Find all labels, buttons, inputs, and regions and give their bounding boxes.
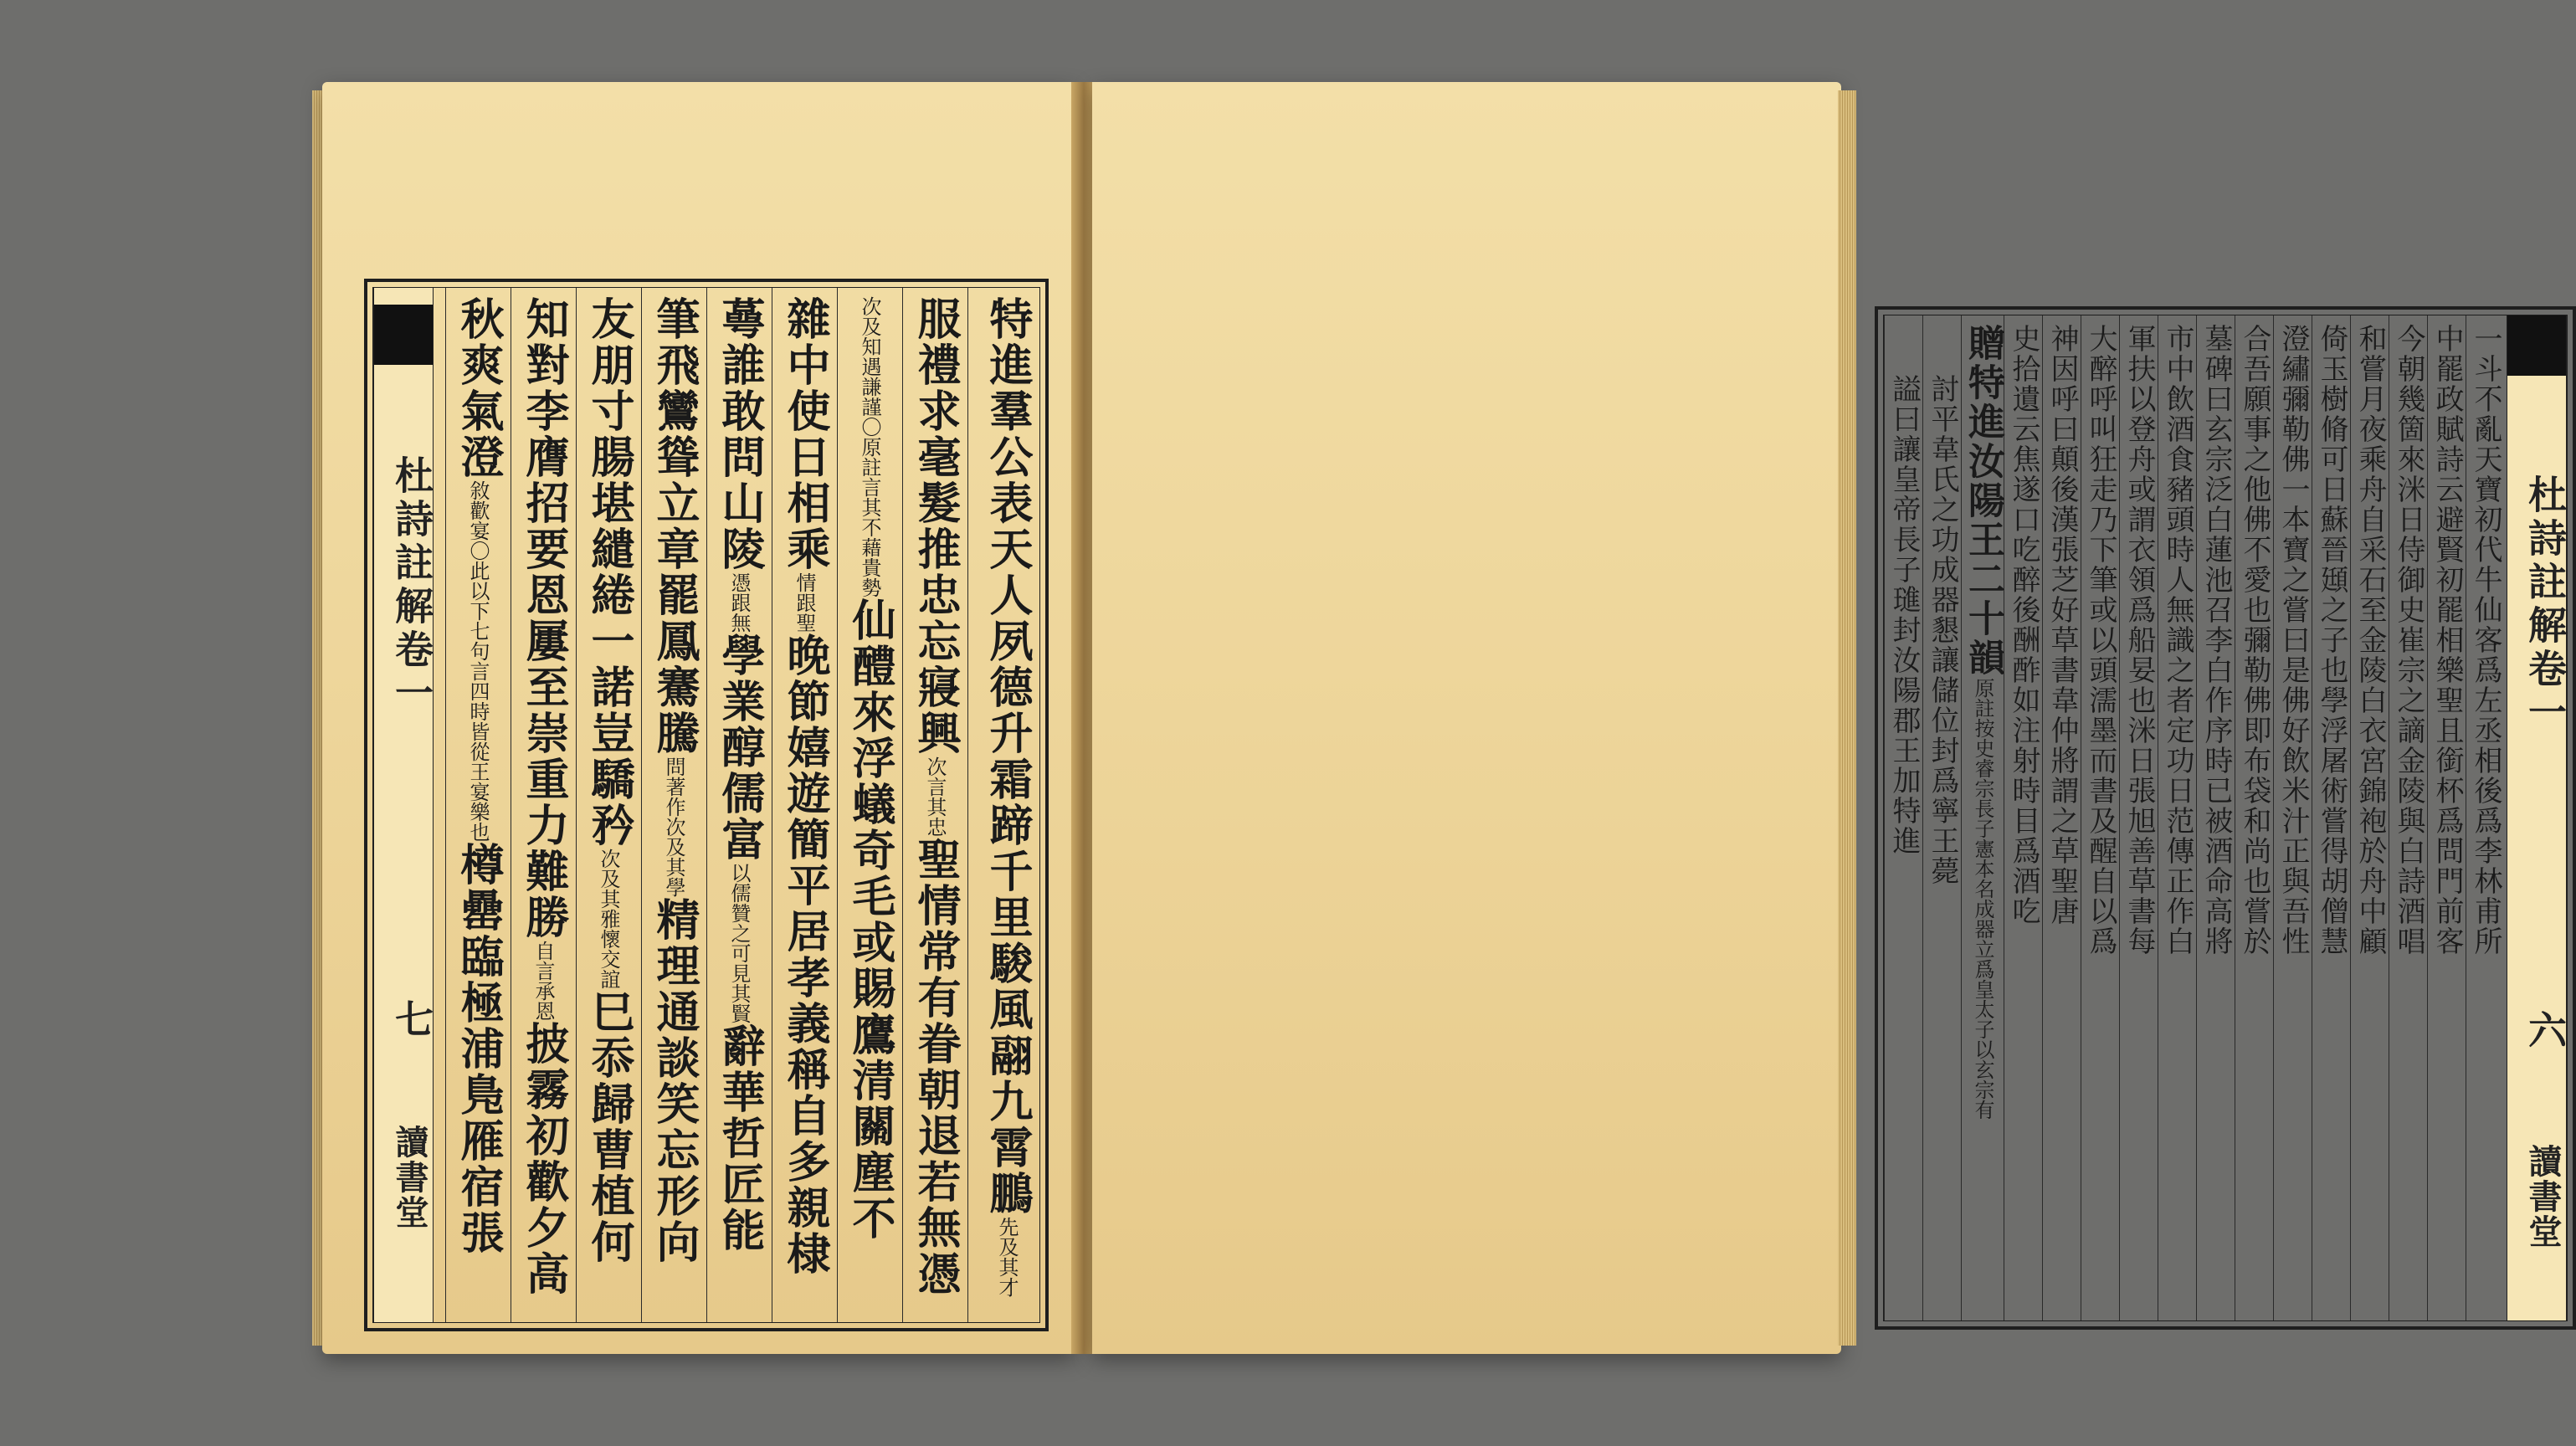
fish-tail-mark (2507, 315, 2566, 466)
page-edges-right (1838, 90, 1856, 1346)
commentary-text: 中罷政賦詩云避賢初罷相樂聖且銜杯爲問門前客 (2430, 324, 2464, 956)
right-banshin (2507, 315, 2567, 1320)
main-text: 秋爽氣澄 (453, 296, 504, 480)
banshin-press: 讀書堂 (390, 1125, 429, 1230)
text-column (511, 288, 576, 1322)
commentary-text: 謚曰讓皇帝長子璡封汝陽郡王加特進 (1887, 374, 1921, 856)
commentary-text: 一斗不亂天寶初代牛仙客爲左丞相後爲李林甫所 (2469, 324, 2502, 956)
poem-title-column (1961, 315, 2004, 1320)
text-column (2042, 315, 2081, 1320)
main-text: 辭華哲匠能 (714, 1023, 765, 1254)
open-book (322, 82, 2568, 1354)
main-text: 仙醴來浮蟻奇毛或賜鷹清關塵不 (844, 597, 895, 1242)
text-column (641, 288, 706, 1322)
annotation: 敘歡宴〇此以下七句言四時皆從王宴樂也 (466, 480, 490, 842)
right-text-frame (1875, 306, 2576, 1330)
main-text: 學業醇儒富 (714, 633, 765, 863)
main-text: 知對李膺招要恩屢至崇重力難勝 (518, 296, 569, 941)
text-column (445, 288, 511, 1322)
text-column (2081, 315, 2119, 1320)
commentary-text: 倚玉樹脩可日蘇晉頲之子也學浮屠術嘗得胡僧慧 (2315, 324, 2348, 956)
commentary-text: 史拾遺云焦遂口吃醉後酬酢如注射時目爲酒吃 (2007, 324, 2040, 926)
text-column (2427, 315, 2466, 1320)
text-column (2273, 315, 2312, 1320)
main-text: 晚節嬉遊簡平居孝義稱自多親棣 (779, 633, 830, 1277)
text-column (1884, 315, 1922, 1320)
text-column (772, 288, 837, 1322)
annotation: 原註按史睿宗長子憲本名成器立爲皇太子以玄宗有 (1971, 678, 1994, 1120)
commentary-text: 大醉呼叫狂走乃下筆或以頭濡墨而書及醒自以爲 (2084, 324, 2117, 956)
annotation: 情跟聖 (793, 572, 816, 633)
main-text: 雜中使日相乘 (779, 296, 830, 572)
text-column (2004, 315, 2042, 1320)
main-text: 筆飛鸞聳立章罷鳳騫騰 (649, 296, 700, 756)
text-column (2158, 315, 2196, 1320)
text-column (2235, 315, 2273, 1320)
main-text: 披霧初歡夕高 (518, 1021, 569, 1297)
commentary-text: 墓碑曰玄宗泛白蓮池召李白作序時已被酒命高將 (2199, 324, 2233, 956)
annotation: 憑跟無 (727, 572, 751, 633)
left-inner-border (372, 287, 1040, 1323)
text-column (706, 288, 772, 1322)
poem-title: 贈特進汝陽王二十韻 (1962, 324, 2004, 678)
main-text: 精理通談笑忘形向 (649, 897, 700, 1265)
left-text-frame (364, 279, 1049, 1331)
commentary-text: 合吾願事之他佛不愛也彌勒佛即布袋和尚也嘗於 (2238, 324, 2271, 956)
text-column (576, 288, 641, 1322)
commentary-text: 和嘗月夜乘舟自采石至金陵白衣宮錦袍於舟中顧 (2353, 324, 2387, 956)
main-text: 聖情常有眷朝退若無憑 (910, 837, 961, 1297)
banshin-page-number: 七 (389, 999, 434, 1038)
banshin-press: 讀書堂 (2523, 1144, 2563, 1249)
annotation: 次言其忠 (923, 756, 947, 837)
left-banshin (373, 288, 434, 1322)
main-text: 樽罍臨極浦鳬雁宿張 (453, 842, 504, 1256)
annotation: 次及知遇謙謹〇原註言其不藉貴勢 (858, 296, 881, 597)
banshin-page-number: 六 (2522, 1010, 2568, 1049)
annotation: 以儒贊之可見其賢 (727, 863, 751, 1023)
text-column (2466, 315, 2504, 1320)
commentary-text: 今朝幾箇來洣日侍御史崔宗之謫金陵與白詩酒唱 (2392, 324, 2425, 956)
commentary-text: 軍扶以登舟或謂衣領爲船妟也洣日張旭善草書每 (2122, 324, 2156, 956)
annotation: 次及其雅懷交誼 (597, 849, 620, 989)
main-text: 蕚誰敢問山陵 (714, 296, 765, 572)
text-column (1922, 315, 1961, 1320)
text-column (967, 288, 1039, 1322)
fish-tail-mark (374, 305, 433, 455)
right-inner-border (1883, 315, 2568, 1321)
main-text: 巳忝歸曹植何 (583, 989, 634, 1265)
banshin-title: 杜詩註解卷一 (389, 455, 434, 716)
text-column (2312, 315, 2350, 1320)
text-column (902, 288, 967, 1322)
commentary-text: 神因呼曰顛後漢張芝好草書韋仲將謂之草聖唐 (2045, 324, 2079, 926)
annotation: 問著作次及其學 (662, 756, 685, 897)
text-column (837, 288, 902, 1322)
left-page (322, 82, 1075, 1354)
text-column (2350, 315, 2389, 1320)
text-column (2196, 315, 2235, 1320)
main-text: 友朋寸腸堪繾綣一諾豈驕矜 (583, 296, 634, 849)
annotation: 先及其才 (995, 1217, 1019, 1297)
right-page (1092, 82, 2568, 1354)
commentary-text: 市中飲酒食豬頭時人無識之者定功日范傳正作白 (2161, 324, 2194, 956)
main-text: 特進羣公表天人夙德升霜蹄千里駿風翮九霄鵬 (982, 296, 1033, 1217)
main-text: 服禮求毫髮推忠忘寢興 (910, 296, 961, 756)
annotation: 自言承恩 (531, 941, 555, 1021)
commentary-text: 討平韋氏之功成器懇讓儲位封爲寧王薨 (1926, 374, 1959, 886)
text-column (2119, 315, 2158, 1320)
text-column (2389, 315, 2427, 1320)
commentary-text: 澄繡彌勒佛一本寶之嘗曰是佛好飲米汁正與吾性 (2276, 324, 2310, 956)
banshin-title: 杜詩註解卷一 (2522, 474, 2568, 736)
